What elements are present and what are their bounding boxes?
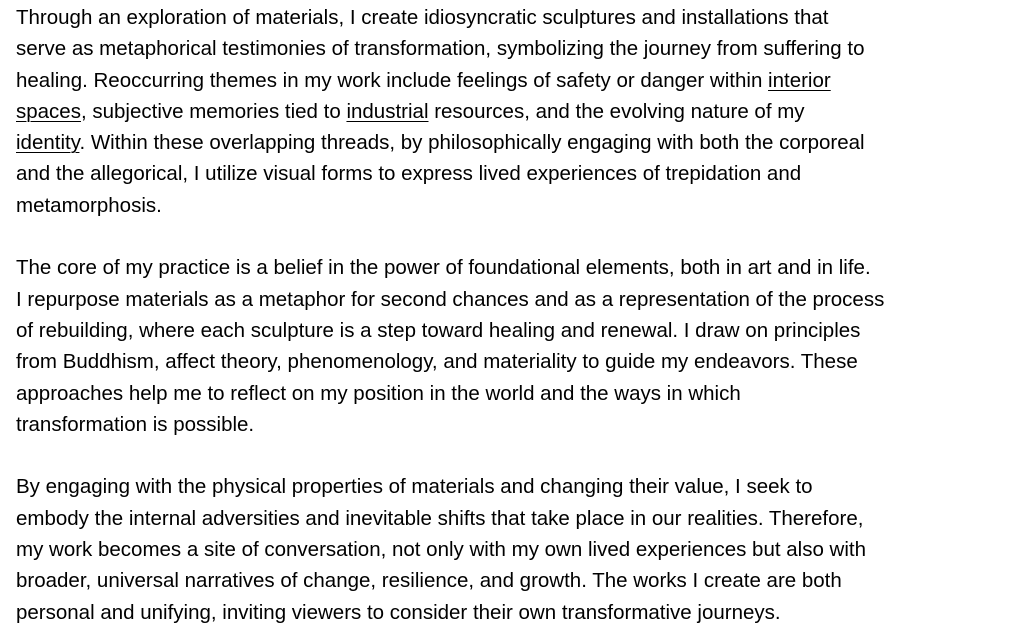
paragraph-1-text: Through an exploration of materials, I create idiosyncratic sculptures and installations that serve as metaphorical testimonies of transformation, symbolizing the journey from suffering to healing. Reoccurring themes in my work include feelings of safety or danger within (16, 6, 865, 92)
paragraph-1 (16, 2, 1021, 221)
paragraph-spacer (16, 221, 1021, 252)
paragraph-2 (16, 252, 1021, 440)
paragraph-1-text: . Within these overlapping threads, by philosophically engaging with both the corporeal and the allegorical, I utilize visual forms to express lived experiences of trepidation and metamorphosis. (16, 131, 865, 217)
paragraph-3-text: By engaging with the physical properties of materials and changing their value, I seek to embody the internal adversities and inevitable shifts that take place in our realities. Therefore, my work becomes a site of conversation, not only with my own lived experiences but also with broader, universal narratives of change, resilience, and growth. The works I create are both personal and unifying, inviting viewers to consider their own transformative journeys. (16, 475, 866, 624)
paragraph-spacer (16, 440, 1021, 471)
paragraph-1-text: , subjective memories tied to (80, 99, 347, 123)
link-interior-spaces[interactable]: interior spaces (16, 68, 831, 123)
paragraph-1-text: resources, and the evolving nature of my (434, 99, 805, 123)
paragraph-3 (16, 471, 1021, 627)
link-industrial[interactable]: industrial (346, 99, 429, 123)
artist-statement (16, 2, 1021, 628)
link-identity[interactable]: identity (16, 131, 80, 155)
paragraph-2-text: The core of my practice is a belief in the power of foundational elements, both in art and in life. I repurpose materials as a metaphor for second chances and as a representation of the process of rebuilding, where each sculpture is a step toward healing and renewal. I draw on principles from Buddhism, affect theory, phenomenology, and materiality to guide my endeavors. These approaches help me to reflect on my position in the world and the ways in which transformation is possible. (16, 256, 885, 436)
